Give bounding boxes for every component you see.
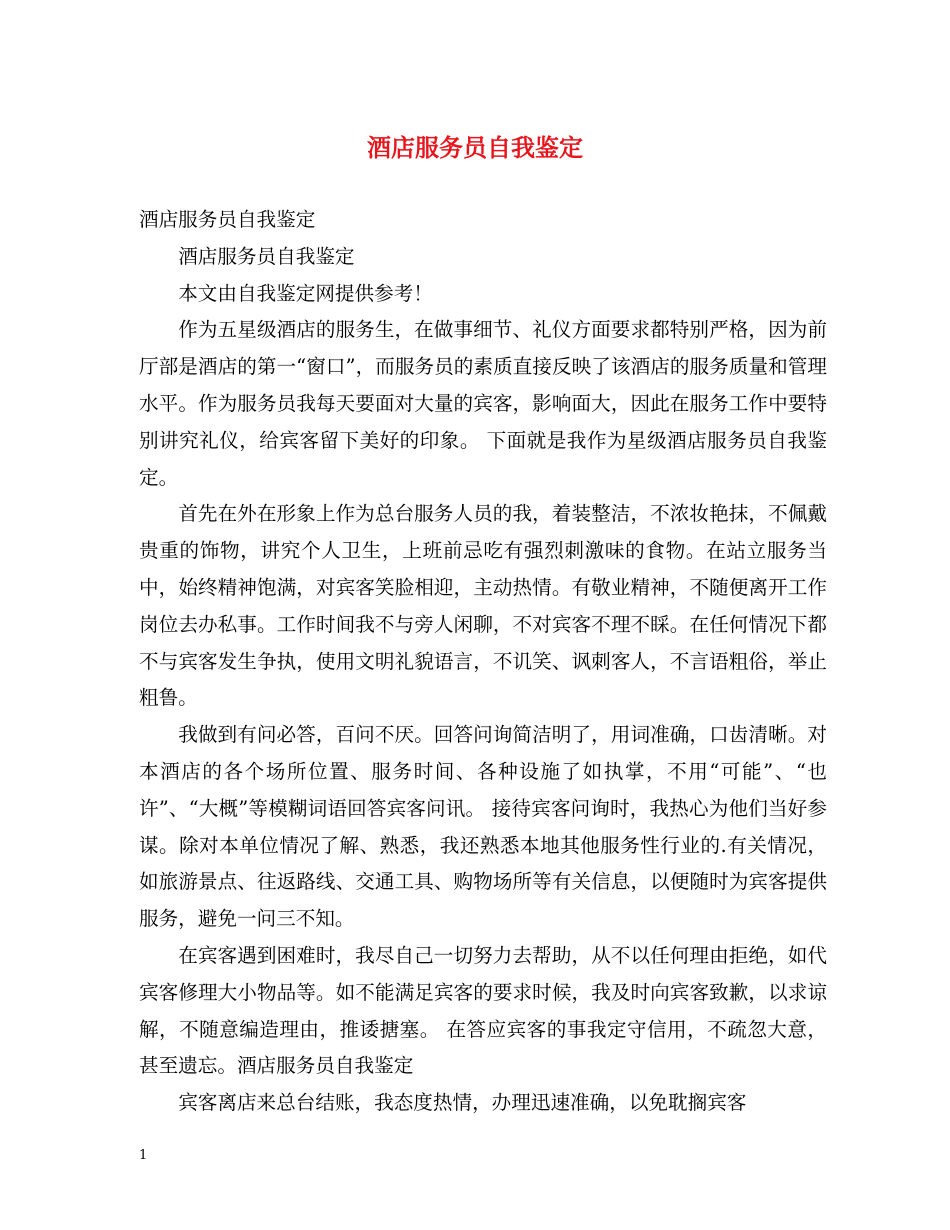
paragraph: 酒店服务员自我鉴定: [139, 208, 316, 231]
page-number: 1: [139, 1148, 148, 1163]
document-title: 酒店服务员自我鉴定: [367, 133, 583, 162]
paragraph: 酒店服务员自我鉴定: [178, 244, 355, 268]
paragraph: 宾客离店来总台结账，我态度热情，办理迅速准确，以免耽搁宾客: [178, 1091, 747, 1115]
paragraph: 在宾客遇到困难时，我尽自己一切努力去帮助，从不以任何理由拒绝，如代宾客修理大小物品等。如不能满足宾客的要求时候，我及时向宾客致歉，以求谅解，不随意编造理由，推诿搪塞。 在答应宾客的事我定守信用，不疏忽大意，甚至遗忘。酒店服务员自我鉴定: [139, 943, 827, 1078]
paragraph: 本文由自我鉴定网提供参考！: [178, 281, 433, 305]
paragraph: 我做到有问必答，百问不厌。回答问询简洁明了，用词准确，口齿清晰。对本酒店的各个场所位置、服务时间、各种设施了如执掌，不用“可能”、“也许”、“大概”等模糊词语回答宾客问讯。 接待宾客问询时，我热心为他们当好参谋。除对本单位情况了解、熟悉，我还熟悉本地其他服务性行业的.有关情况，如旅游景点、往返路线、交通工具、购物场所等有关信息，以便随时为宾客提供服务，避免一问三不知。: [139, 723, 827, 931]
paragraph: 作为五星级酒店的服务生，在做事细节、礼仪方面要求都特别严格，因为前厅部是酒店的第一“窗口”，而服务员的素质直接反映了该酒店的服务质量和管理水平。作为服务员我每天要面对大量的宾客，影响面大，因此在服务工作中要特别讲究礼仪，给宾客留下美好的印象。 下面就是我作为星级酒店服务员自我鉴定。: [139, 318, 827, 489]
paragraph: 首先在外在形象上作为总台服务人员的我，着装整洁，不浓妆艳抹，不佩戴贵重的饰物，讲究个人卫生，上班前忌吃有强烈刺激味的食物。在站立服务当中，始终精神饱满，对宾客笑脸相迎，主动热情。有敬业精神，不随便离开工作岗位去办私事。工作时间我不与旁人闲聊，不对宾客不理不睬。在任何情况下都不与宾客发生争执，使用文明礼貌语言，不讥笑、讽刺客人，不言语粗俗，举止粗鲁。: [139, 502, 827, 710]
document-body: [139, 202, 827, 1122]
